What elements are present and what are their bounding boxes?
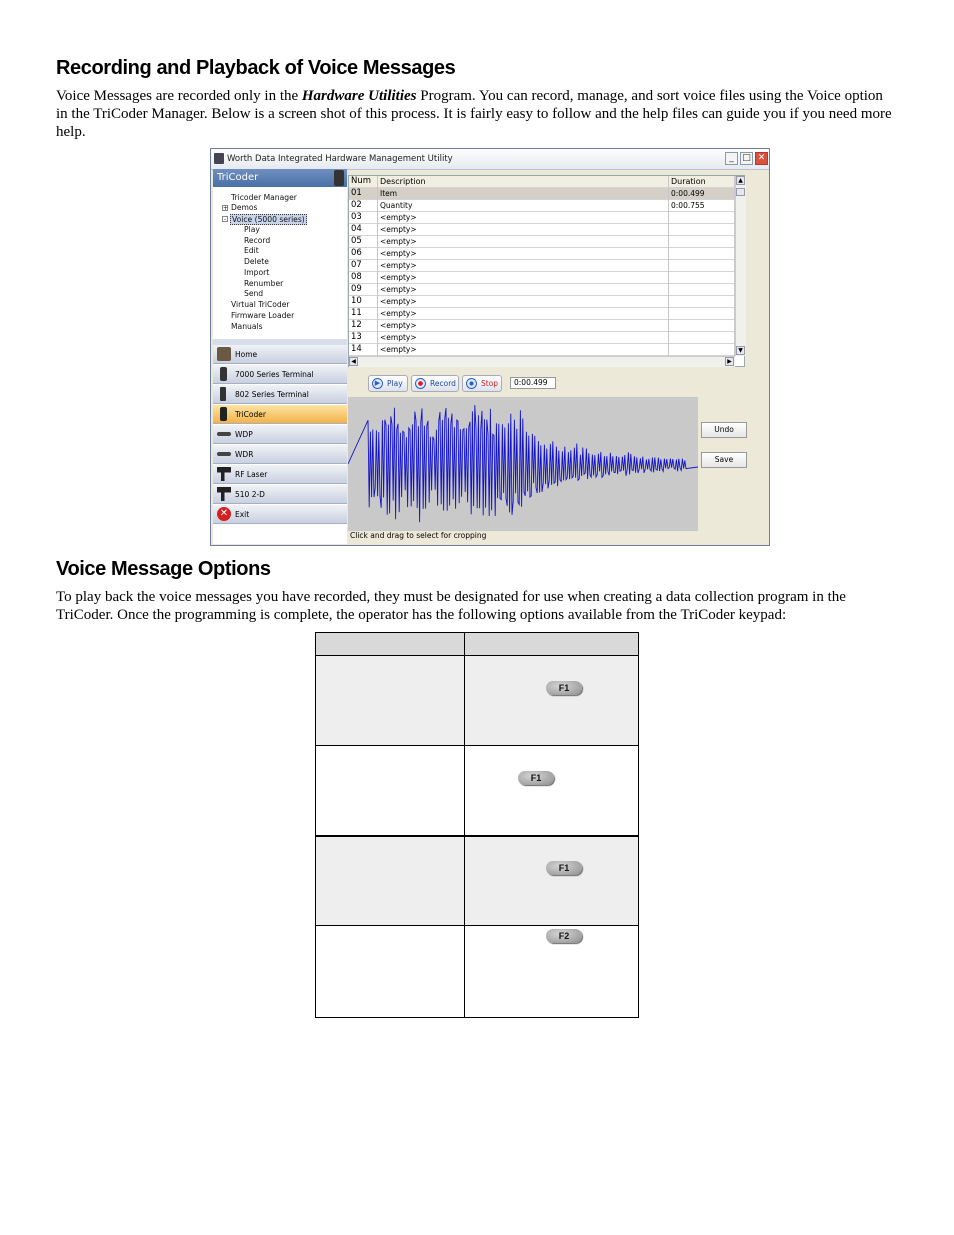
terminal-icon (220, 367, 227, 381)
table-row[interactable] (349, 188, 735, 200)
cell-num: 14 (349, 344, 378, 356)
laser-scanner-icon (217, 467, 231, 481)
play-button[interactable]: ▶ Play (368, 375, 408, 392)
cell-duration (669, 212, 735, 224)
cell-num: 09 (349, 284, 378, 296)
tree-item-manuals[interactable]: Manuals (231, 322, 263, 331)
cell-duration (669, 272, 735, 284)
tricoder-device-icon (334, 170, 344, 186)
f1-key-icon: F1 (546, 681, 582, 695)
cell-description: <empty> (378, 308, 669, 320)
table-row[interactable] (349, 308, 735, 320)
cell-duration (669, 284, 735, 296)
cell-description: <empty> (378, 320, 669, 332)
options-row (316, 837, 638, 925)
table-row[interactable] (349, 344, 735, 356)
cell-num: 03 (349, 212, 378, 224)
tree-item-firmware-loader[interactable]: Firmware Loader (231, 311, 295, 320)
cell-duration (669, 344, 735, 356)
cell-duration: 0:00.755 (669, 200, 735, 212)
options-row (316, 746, 638, 835)
cell-description: <empty> (378, 212, 669, 224)
record-icon (415, 378, 426, 389)
column-header-duration[interactable]: Duration (669, 176, 735, 188)
cell-num: 11 (349, 308, 378, 320)
cell-description: <empty> (378, 344, 669, 356)
tree-item-record[interactable]: Record (244, 236, 271, 245)
scroll-down-icon[interactable]: ▼ (736, 346, 745, 355)
tree-item-play[interactable]: Play (244, 225, 260, 234)
nav-510-2d[interactable]: 510 2-D (213, 485, 347, 504)
table-row[interactable] (349, 260, 735, 272)
sidebar (213, 169, 347, 544)
cell-num: 01 (349, 188, 378, 200)
app-icon (214, 153, 224, 164)
app-window (210, 148, 770, 546)
section-heading-options: Voice Message Options (56, 558, 271, 580)
cell-duration (669, 224, 735, 236)
imager-scanner-icon (217, 487, 231, 501)
tree-item-renumber[interactable]: Renumber (244, 279, 284, 288)
scroll-right-icon[interactable]: ▶ (725, 357, 734, 366)
waveform-trace (348, 405, 698, 522)
tree-collapse-icon[interactable]: - (223, 216, 227, 223)
cell-num: 05 (349, 236, 378, 248)
terminal-icon (220, 387, 226, 401)
table-row[interactable] (349, 248, 735, 260)
tree-item-tricoder-manager[interactable]: Tricoder Manager (231, 193, 297, 202)
cell-duration (669, 308, 735, 320)
options-row (316, 926, 638, 1017)
horizontal-scrollbar[interactable] (349, 356, 735, 367)
cell-description: <empty> (378, 272, 669, 284)
table-row[interactable] (349, 200, 735, 212)
cell-description: <empty> (378, 260, 669, 272)
window-title: Worth Data Integrated Hardware Management Utility (227, 154, 453, 164)
vertical-scrollbar[interactable] (735, 176, 746, 356)
wand-icon (217, 452, 231, 456)
tree-item-demos[interactable]: Demos (231, 203, 258, 212)
cell-num: 02 (349, 200, 378, 212)
maximize-icon[interactable]: □ (740, 152, 753, 165)
cell-num: 07 (349, 260, 378, 272)
column-header-num[interactable]: Num (349, 176, 378, 188)
cell-num: 13 (349, 332, 378, 344)
table-row[interactable] (349, 212, 735, 224)
nav-7000-series-terminal[interactable]: 7000 Series Terminal (213, 365, 347, 384)
play-icon: ▶ (372, 378, 383, 389)
cell-duration (669, 296, 735, 308)
scroll-left-icon[interactable]: ◀ (349, 357, 358, 366)
options-table (315, 632, 639, 1018)
cell-num: 06 (349, 248, 378, 260)
table-row[interactable] (349, 236, 735, 248)
scroll-up-icon[interactable]: ▲ (736, 176, 745, 185)
waveform-display[interactable] (348, 397, 698, 531)
options-row (316, 656, 638, 745)
cell-description: <empty> (378, 284, 669, 296)
cell-description: Item (378, 188, 669, 200)
cell-num: 04 (349, 224, 378, 236)
tree-item-virtual-tricoder[interactable]: Virtual TriCoder (231, 300, 290, 309)
cell-description: <empty> (378, 332, 669, 344)
elapsed-time-display: 0:00.499 (510, 377, 556, 389)
f1-key-icon: F1 (518, 771, 554, 785)
close-icon: ✕ (217, 507, 231, 521)
nav-wdp[interactable]: WDP (213, 425, 347, 444)
intro-paragraph: Voice Messages are recorded only in the Hardware Utilities Program. You can record, manage, and sort voice files using the Voice option in the TriCoder Manager. Below is a screen shot of this process. It is fairly easy to follow and the help files can guide you if you need more help. (56, 88, 892, 140)
sidebar-title: TriCoder (217, 172, 259, 183)
cell-description: <empty> (378, 236, 669, 248)
nav-rf-laser[interactable]: RF Laser (213, 465, 347, 484)
section-heading-recording: Recording and Playback of Voice Messages (56, 57, 456, 79)
cell-num: 10 (349, 296, 378, 308)
hardware-utilities-emphasis: Hardware Utilities (301, 88, 417, 104)
table-row[interactable] (349, 332, 735, 344)
cell-duration (669, 248, 735, 260)
record-button[interactable]: Record (411, 375, 459, 392)
scroll-thumb[interactable] (736, 188, 745, 196)
f2-key-icon: F2 (546, 929, 582, 943)
cell-description: <empty> (378, 224, 669, 236)
tree-view (213, 189, 347, 339)
cell-description: <empty> (378, 248, 669, 260)
options-paragraph: To play back the voice messages you have recorded, they must be designated for use when creating a data collection program in the TriCoder. Once the programming is complete, the operator has the following options available from the TriCoder keypad: (56, 589, 846, 623)
cell-duration (669, 332, 735, 344)
nav-tricoder[interactable]: TriCoder (213, 405, 347, 424)
tree-item-send[interactable]: Send (244, 289, 264, 298)
tree-item-edit[interactable]: Edit (244, 246, 259, 255)
column-header-description[interactable]: Description (378, 176, 669, 188)
voice-table (348, 175, 745, 367)
table-row[interactable] (349, 224, 735, 236)
tree-item-voice[interactable]: Voice (5000 series) (232, 215, 305, 224)
cell-duration (669, 260, 735, 272)
table-row[interactable] (349, 284, 735, 296)
cell-description: <empty> (378, 296, 669, 308)
tricoder-icon (220, 407, 227, 421)
options-table-header (316, 633, 638, 656)
nav-exit[interactable]: ✕ Exit (213, 505, 347, 524)
status-text: Click and drag to select for cropping (350, 531, 487, 540)
wand-icon (217, 432, 231, 436)
table-row[interactable] (349, 272, 735, 284)
undo-button[interactable]: Undo (701, 422, 747, 438)
home-icon (217, 347, 231, 361)
nav-802-series-terminal[interactable]: 802 Series Terminal (213, 385, 347, 404)
cell-description: Quantity (378, 200, 669, 212)
table-row[interactable] (349, 320, 735, 332)
tree-item-import[interactable]: Import (244, 268, 270, 277)
tree-item-delete[interactable]: Delete (244, 257, 269, 266)
minimize-icon[interactable]: _ (725, 152, 738, 165)
stop-button[interactable]: Stop (462, 375, 502, 392)
nav-home[interactable]: Home (213, 345, 347, 364)
table-header (349, 176, 735, 188)
cell-num: 12 (349, 320, 378, 332)
cell-num: 08 (349, 272, 378, 284)
cell-duration (669, 236, 735, 248)
save-button[interactable]: Save (701, 452, 747, 468)
table-row[interactable] (349, 296, 735, 308)
cell-duration: 0:00.499 (669, 188, 735, 200)
title-bar (211, 149, 769, 170)
nav-wdr[interactable]: WDR (213, 445, 347, 464)
sidebar-header (213, 169, 347, 187)
stop-icon (466, 378, 477, 389)
cell-duration (669, 320, 735, 332)
f1-key-icon: F1 (546, 861, 582, 875)
tree-expand-icon[interactable]: + (223, 205, 229, 212)
close-window-icon[interactable]: ✕ (755, 152, 768, 165)
